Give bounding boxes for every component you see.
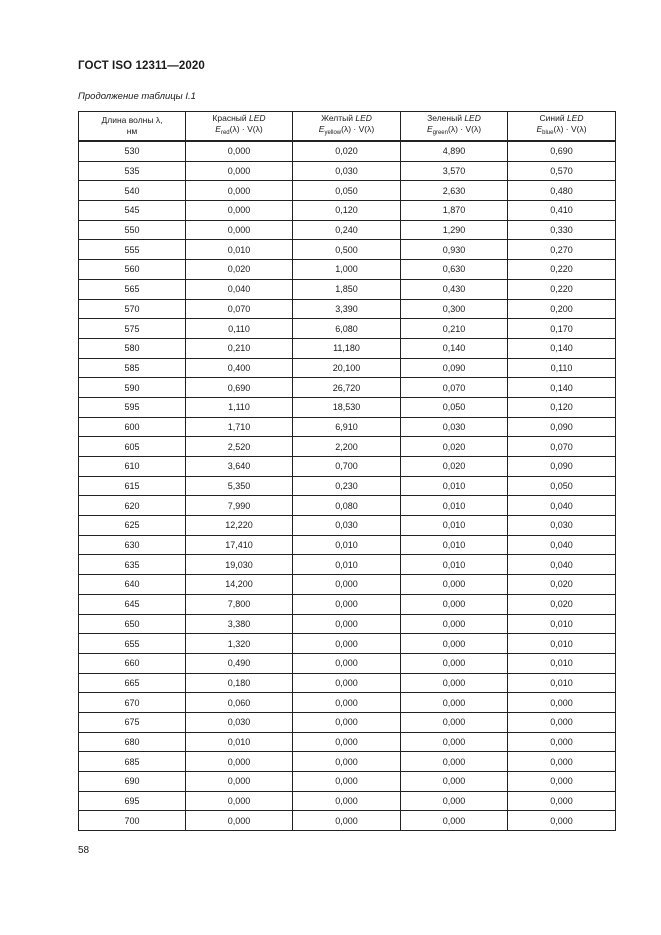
table-row bbox=[79, 752, 616, 772]
table-row bbox=[79, 594, 616, 614]
yellow-value-cell: 0,000 bbox=[293, 772, 401, 792]
red-value-cell: 0,020 bbox=[186, 260, 293, 280]
red-value-cell: 7,800 bbox=[186, 594, 293, 614]
table-row bbox=[79, 634, 616, 654]
table-row bbox=[79, 457, 616, 477]
blue-value-cell: 0,010 bbox=[508, 614, 616, 634]
red-value-cell: 0,000 bbox=[186, 181, 293, 201]
blue-value-cell: 0,000 bbox=[508, 712, 616, 732]
red-value-cell: 19,030 bbox=[186, 555, 293, 575]
red-value-cell: 0,000 bbox=[186, 201, 293, 221]
yellow-value-cell: 0,020 bbox=[293, 141, 401, 161]
table-row bbox=[79, 673, 616, 693]
red-value-cell: 0,000 bbox=[186, 811, 293, 831]
wavelength-cell: 655 bbox=[79, 634, 186, 654]
table-row bbox=[79, 319, 616, 339]
wavelength-cell: 610 bbox=[79, 457, 186, 477]
yellow-value-cell: 0,000 bbox=[293, 712, 401, 732]
blue-value-cell: 0,330 bbox=[508, 220, 616, 240]
wavelength-cell: 580 bbox=[79, 338, 186, 358]
green-value-cell: 0,020 bbox=[401, 437, 508, 457]
wavelength-cell: 685 bbox=[79, 752, 186, 772]
wavelength-cell: 640 bbox=[79, 575, 186, 595]
table-row bbox=[79, 240, 616, 260]
table-row bbox=[79, 260, 616, 280]
wavelength-cell: 635 bbox=[79, 555, 186, 575]
yellow-value-cell: 6,910 bbox=[293, 417, 401, 437]
wavelength-cell: 550 bbox=[79, 220, 186, 240]
wavelength-cell: 690 bbox=[79, 772, 186, 792]
blue-value-cell: 0,020 bbox=[508, 594, 616, 614]
wavelength-cell: 615 bbox=[79, 476, 186, 496]
green-value-cell: 0,010 bbox=[401, 555, 508, 575]
blue-value-cell: 0,170 bbox=[508, 319, 616, 339]
header-wavelength bbox=[79, 112, 186, 142]
green-value-cell: 0,000 bbox=[401, 634, 508, 654]
header-green-symbol: E bbox=[426, 124, 433, 134]
table-row bbox=[79, 181, 616, 201]
blue-value-cell: 0,000 bbox=[508, 732, 616, 752]
table-row bbox=[79, 496, 616, 516]
blue-value-cell: 0,040 bbox=[508, 496, 616, 516]
yellow-value-cell: 18,530 bbox=[293, 397, 401, 417]
wavelength-cell: 600 bbox=[79, 417, 186, 437]
header-red-symbol: E bbox=[215, 124, 221, 134]
green-value-cell: 0,030 bbox=[401, 417, 508, 437]
yellow-value-cell: 0,120 bbox=[293, 201, 401, 221]
blue-value-cell: 0,010 bbox=[508, 634, 616, 654]
red-value-cell: 1,110 bbox=[186, 397, 293, 417]
header-green-formula: (λ) · V(λ) bbox=[447, 124, 482, 134]
table-row bbox=[79, 575, 616, 595]
red-value-cell: 0,070 bbox=[186, 299, 293, 319]
document-title: ГОСТ ISO 12311—2020 bbox=[78, 60, 205, 72]
yellow-value-cell: 0,010 bbox=[293, 555, 401, 575]
yellow-value-cell: 26,720 bbox=[293, 378, 401, 398]
red-value-cell: 0,010 bbox=[186, 732, 293, 752]
red-value-cell: 12,220 bbox=[186, 516, 293, 536]
yellow-value-cell: 0,240 bbox=[293, 220, 401, 240]
wavelength-cell: 540 bbox=[79, 181, 186, 201]
yellow-value-cell: 0,050 bbox=[293, 181, 401, 201]
blue-value-cell: 0,050 bbox=[508, 476, 616, 496]
blue-value-cell: 0,090 bbox=[508, 457, 616, 477]
table-row bbox=[79, 299, 616, 319]
yellow-value-cell: 20,100 bbox=[293, 358, 401, 378]
table-row bbox=[79, 653, 616, 673]
green-value-cell: 1,290 bbox=[401, 220, 508, 240]
header-yellow-label: Желтый bbox=[321, 113, 353, 123]
green-value-cell: 0,010 bbox=[401, 516, 508, 536]
table-caption: Продолжение таблицы I.1 bbox=[78, 91, 196, 102]
red-value-cell: 0,400 bbox=[186, 358, 293, 378]
header-blue-label: Синий bbox=[539, 113, 565, 123]
green-value-cell: 0,000 bbox=[401, 614, 508, 634]
table-row bbox=[79, 712, 616, 732]
red-value-cell: 7,990 bbox=[186, 496, 293, 516]
yellow-value-cell: 0,000 bbox=[293, 791, 401, 811]
wavelength-cell: 545 bbox=[79, 201, 186, 221]
green-value-cell: 0,090 bbox=[401, 358, 508, 378]
green-value-cell: 0,050 bbox=[401, 397, 508, 417]
table-row bbox=[79, 614, 616, 634]
blue-value-cell: 0,220 bbox=[508, 279, 616, 299]
green-value-cell: 0,010 bbox=[401, 535, 508, 555]
green-value-cell: 0,010 bbox=[401, 476, 508, 496]
header-red-led-label: LED bbox=[249, 113, 266, 123]
yellow-value-cell: 0,030 bbox=[293, 161, 401, 181]
table-row bbox=[79, 378, 616, 398]
green-value-cell: 0,000 bbox=[401, 772, 508, 792]
wavelength-cell: 620 bbox=[79, 496, 186, 516]
blue-value-cell: 0,000 bbox=[508, 772, 616, 792]
wavelength-cell: 605 bbox=[79, 437, 186, 457]
green-value-cell: 2,630 bbox=[401, 181, 508, 201]
wavelength-cell: 680 bbox=[79, 732, 186, 752]
table-header bbox=[79, 112, 616, 142]
wavelength-cell: 575 bbox=[79, 319, 186, 339]
table-row bbox=[79, 338, 616, 358]
green-value-cell: 0,070 bbox=[401, 378, 508, 398]
green-value-cell: 0,630 bbox=[401, 260, 508, 280]
green-value-cell: 0,210 bbox=[401, 319, 508, 339]
wavelength-cell: 565 bbox=[79, 279, 186, 299]
wavelength-cell: 630 bbox=[79, 535, 186, 555]
yellow-value-cell: 0,010 bbox=[293, 535, 401, 555]
table-row bbox=[79, 476, 616, 496]
table-row bbox=[79, 693, 616, 713]
wavelength-cell: 695 bbox=[79, 791, 186, 811]
table-row bbox=[79, 397, 616, 417]
table-row bbox=[79, 732, 616, 752]
yellow-value-cell: 0,030 bbox=[293, 516, 401, 536]
yellow-value-cell: 0,500 bbox=[293, 240, 401, 260]
green-value-cell: 0,000 bbox=[401, 653, 508, 673]
red-value-cell: 0,060 bbox=[186, 693, 293, 713]
red-value-cell: 0,040 bbox=[186, 279, 293, 299]
green-value-cell: 0,930 bbox=[401, 240, 508, 260]
yellow-value-cell: 11,180 bbox=[293, 338, 401, 358]
header-red-formula: (λ) · V(λ) bbox=[229, 124, 263, 134]
red-value-cell: 0,000 bbox=[186, 141, 293, 161]
red-value-cell: 0,690 bbox=[186, 378, 293, 398]
green-value-cell: 0,300 bbox=[401, 299, 508, 319]
table-row bbox=[79, 555, 616, 575]
yellow-value-cell: 0,000 bbox=[293, 673, 401, 693]
wavelength-cell: 570 bbox=[79, 299, 186, 319]
table-row bbox=[79, 220, 616, 240]
blue-value-cell: 0,040 bbox=[508, 535, 616, 555]
wavelength-cell: 700 bbox=[79, 811, 186, 831]
header-blue-subscript: blue bbox=[542, 130, 554, 136]
green-value-cell: 0,000 bbox=[401, 673, 508, 693]
red-value-cell: 5,350 bbox=[186, 476, 293, 496]
table-row bbox=[79, 279, 616, 299]
green-value-cell: 0,140 bbox=[401, 338, 508, 358]
table-row bbox=[79, 201, 616, 221]
header-wavelength-line1: Длина волны λ, bbox=[101, 115, 163, 125]
table-row bbox=[79, 535, 616, 555]
wavelength-cell: 595 bbox=[79, 397, 186, 417]
header-green-subscript: green bbox=[432, 130, 448, 136]
yellow-value-cell: 0,000 bbox=[293, 653, 401, 673]
yellow-value-cell: 1,000 bbox=[293, 260, 401, 280]
blue-value-cell: 0,090 bbox=[508, 417, 616, 437]
wavelength-cell: 665 bbox=[79, 673, 186, 693]
page-number: 58 bbox=[78, 845, 90, 856]
header-yellow-formula: (λ) · V(λ) bbox=[341, 124, 375, 134]
blue-value-cell: 0,030 bbox=[508, 516, 616, 536]
wavelength-cell: 560 bbox=[79, 260, 186, 280]
green-value-cell: 0,430 bbox=[401, 279, 508, 299]
red-value-cell: 14,200 bbox=[186, 575, 293, 595]
table-row bbox=[79, 811, 616, 831]
yellow-value-cell: 0,000 bbox=[293, 614, 401, 634]
blue-value-cell: 0,220 bbox=[508, 260, 616, 280]
header-yellow-subscript: yellow bbox=[324, 130, 342, 136]
blue-value-cell: 0,200 bbox=[508, 299, 616, 319]
red-value-cell: 0,210 bbox=[186, 338, 293, 358]
yellow-value-cell: 0,000 bbox=[293, 594, 401, 614]
blue-value-cell: 0,480 bbox=[508, 181, 616, 201]
table-row bbox=[79, 772, 616, 792]
green-value-cell: 0,020 bbox=[401, 457, 508, 477]
header-green-label: Зеленый bbox=[427, 113, 462, 123]
green-value-cell: 0,000 bbox=[401, 575, 508, 595]
yellow-value-cell: 0,000 bbox=[293, 575, 401, 595]
yellow-value-cell: 3,390 bbox=[293, 299, 401, 319]
table-row bbox=[79, 358, 616, 378]
header-blue-led-label: LED bbox=[566, 113, 584, 123]
blue-value-cell: 0,000 bbox=[508, 791, 616, 811]
wavelength-cell: 675 bbox=[79, 712, 186, 732]
green-value-cell: 0,000 bbox=[401, 752, 508, 772]
header-green-led bbox=[401, 112, 508, 142]
yellow-value-cell: 0,000 bbox=[293, 732, 401, 752]
header-red-led bbox=[186, 112, 293, 142]
blue-value-cell: 0,570 bbox=[508, 161, 616, 181]
wavelength-cell: 660 bbox=[79, 653, 186, 673]
yellow-value-cell: 2,200 bbox=[293, 437, 401, 457]
green-value-cell: 0,000 bbox=[401, 712, 508, 732]
blue-value-cell: 0,140 bbox=[508, 338, 616, 358]
table-row bbox=[79, 141, 616, 161]
blue-value-cell: 0,110 bbox=[508, 358, 616, 378]
header-yellow-symbol: E bbox=[318, 124, 325, 134]
red-value-cell: 0,030 bbox=[186, 712, 293, 732]
red-value-cell: 0,000 bbox=[186, 161, 293, 181]
wavelength-cell: 530 bbox=[79, 141, 186, 161]
table-body bbox=[79, 141, 616, 831]
wavelength-cell: 645 bbox=[79, 594, 186, 614]
blue-value-cell: 0,010 bbox=[508, 653, 616, 673]
yellow-value-cell: 6,080 bbox=[293, 319, 401, 339]
header-row bbox=[79, 112, 616, 142]
wavelength-cell: 535 bbox=[79, 161, 186, 181]
blue-value-cell: 0,120 bbox=[508, 397, 616, 417]
red-value-cell: 0,000 bbox=[186, 791, 293, 811]
header-blue-symbol: E bbox=[536, 124, 543, 134]
table-row bbox=[79, 791, 616, 811]
blue-value-cell: 0,070 bbox=[508, 437, 616, 457]
wavelength-cell: 585 bbox=[79, 358, 186, 378]
red-value-cell: 3,640 bbox=[186, 457, 293, 477]
red-value-cell: 1,710 bbox=[186, 417, 293, 437]
wavelength-cell: 670 bbox=[79, 693, 186, 713]
blue-value-cell: 0,000 bbox=[508, 752, 616, 772]
red-value-cell: 0,000 bbox=[186, 752, 293, 772]
red-value-cell: 0,000 bbox=[186, 772, 293, 792]
wavelength-cell: 590 bbox=[79, 378, 186, 398]
blue-value-cell: 0,010 bbox=[508, 673, 616, 693]
blue-value-cell: 0,020 bbox=[508, 575, 616, 595]
green-value-cell: 0,010 bbox=[401, 496, 508, 516]
wavelength-cell: 555 bbox=[79, 240, 186, 260]
yellow-value-cell: 0,700 bbox=[293, 457, 401, 477]
header-yellow-led-label: LED bbox=[355, 113, 372, 123]
blue-value-cell: 0,270 bbox=[508, 240, 616, 260]
red-value-cell: 0,010 bbox=[186, 240, 293, 260]
red-value-cell: 0,490 bbox=[186, 653, 293, 673]
header-green-led-label: LED bbox=[464, 113, 481, 123]
table-row bbox=[79, 437, 616, 457]
green-value-cell: 0,000 bbox=[401, 594, 508, 614]
table-row bbox=[79, 417, 616, 437]
blue-value-cell: 0,140 bbox=[508, 378, 616, 398]
yellow-value-cell: 0,000 bbox=[293, 811, 401, 831]
blue-value-cell: 0,410 bbox=[508, 201, 616, 221]
blue-value-cell: 0,000 bbox=[508, 811, 616, 831]
yellow-value-cell: 0,230 bbox=[293, 476, 401, 496]
yellow-value-cell: 1,850 bbox=[293, 279, 401, 299]
header-red-subscript: red bbox=[220, 130, 230, 136]
green-value-cell: 0,000 bbox=[401, 732, 508, 752]
yellow-value-cell: 0,080 bbox=[293, 496, 401, 516]
red-value-cell: 1,320 bbox=[186, 634, 293, 654]
red-value-cell: 3,380 bbox=[186, 614, 293, 634]
yellow-value-cell: 0,000 bbox=[293, 634, 401, 654]
red-value-cell: 0,110 bbox=[186, 319, 293, 339]
red-value-cell: 17,410 bbox=[186, 535, 293, 555]
header-wavelength-unit: нм bbox=[126, 126, 138, 136]
header-yellow-led bbox=[293, 112, 401, 142]
green-value-cell: 0,000 bbox=[401, 693, 508, 713]
header-blue-led bbox=[508, 112, 616, 142]
red-value-cell: 2,520 bbox=[186, 437, 293, 457]
table-row bbox=[79, 516, 616, 536]
green-value-cell: 0,000 bbox=[401, 791, 508, 811]
green-value-cell: 1,870 bbox=[401, 201, 508, 221]
green-value-cell: 4,890 bbox=[401, 141, 508, 161]
red-value-cell: 0,000 bbox=[186, 220, 293, 240]
blue-value-cell: 0,040 bbox=[508, 555, 616, 575]
yellow-value-cell: 0,000 bbox=[293, 752, 401, 772]
yellow-value-cell: 0,000 bbox=[293, 693, 401, 713]
header-red-label: Красный bbox=[212, 113, 247, 123]
header-blue-formula: (λ) · V(λ) bbox=[553, 124, 587, 134]
blue-value-cell: 0,690 bbox=[508, 141, 616, 161]
blue-value-cell: 0,000 bbox=[508, 693, 616, 713]
wavelength-cell: 625 bbox=[79, 516, 186, 536]
wavelength-cell: 650 bbox=[79, 614, 186, 634]
table-row bbox=[79, 161, 616, 181]
red-value-cell: 0,180 bbox=[186, 673, 293, 693]
green-value-cell: 0,000 bbox=[401, 811, 508, 831]
green-value-cell: 3,570 bbox=[401, 161, 508, 181]
data-table bbox=[78, 111, 616, 831]
